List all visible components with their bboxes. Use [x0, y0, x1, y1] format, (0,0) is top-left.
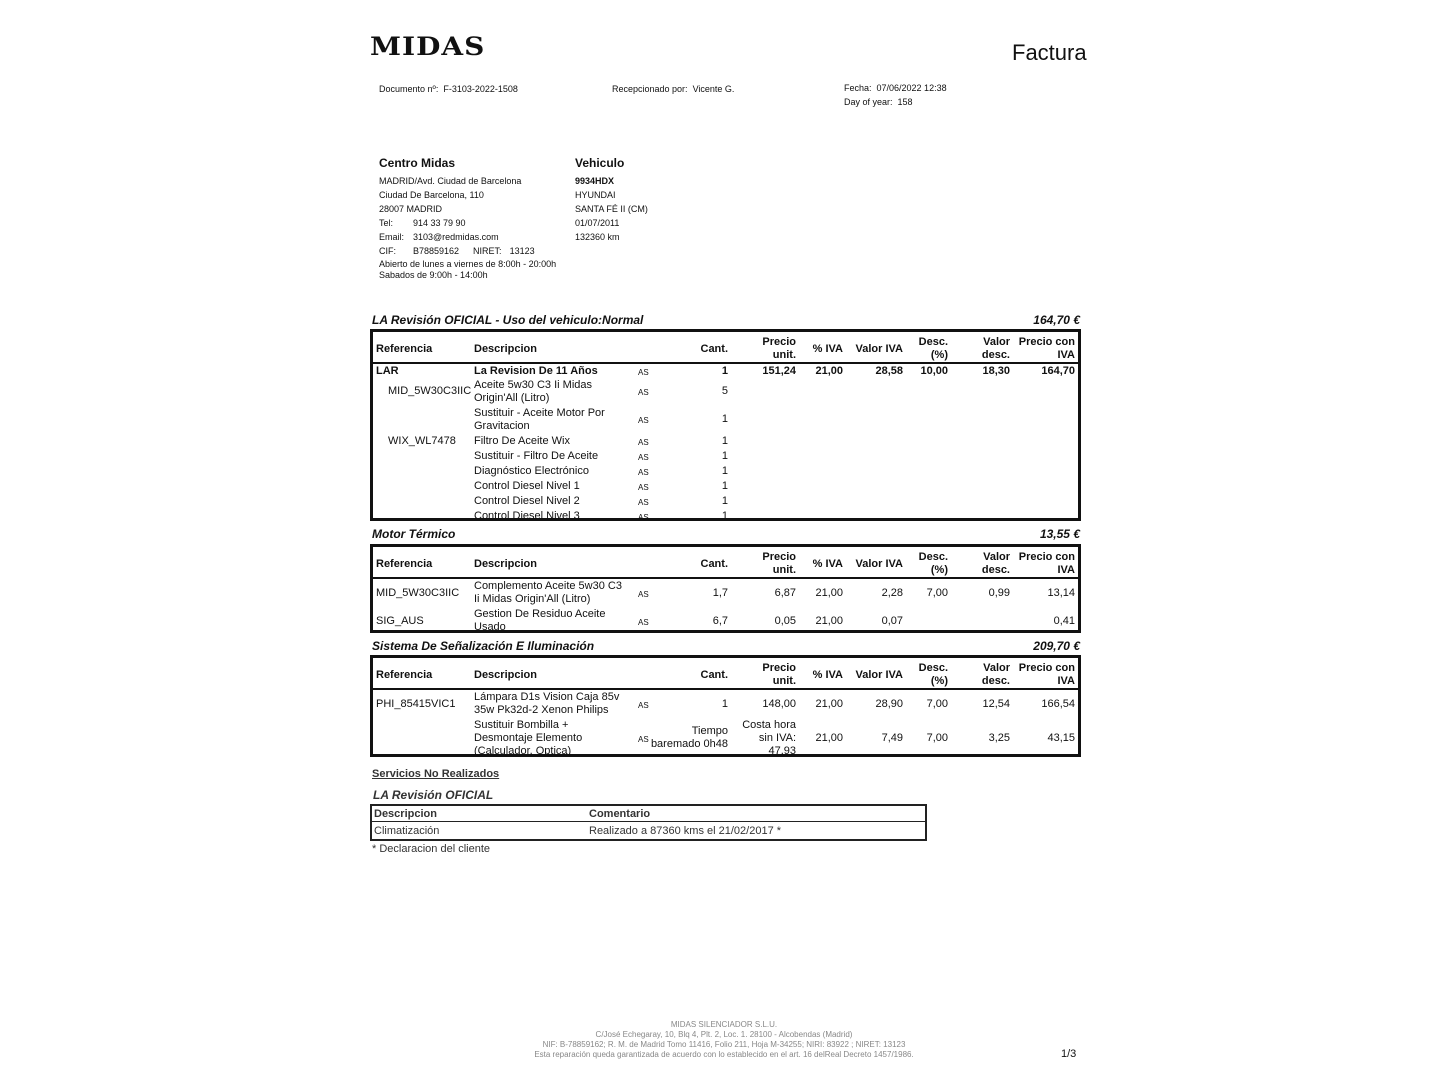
vehiculo-model: SANTA FÉ II (CM): [575, 204, 648, 214]
table-header: Referencia Descripcion Cant. Precio unit. % IVA Valor IVA Desc. (%) Valor desc. Precio con IVA: [373, 658, 1078, 690]
company-footer: MIDAS SILENCIADOR S.L.U. C/José Echegaray, 10, Blq 4, Plt. 2, Loc. 1. 28100 - Alcobendas (Madrid) NIF: B-78859162; R. M. de Madrid Tomo 11416, Folio 211, Hoja M-34255; NIRI: 83922 ; NIRET: 13123 Esta reparación queda garantizada de acuerdo con lo establecido en el art. 16 delReal Decreto 1457/1986.: [534, 1020, 914, 1059]
table-row: WIX_WL7478 Filtro De Aceite Wix AS 1: [388, 435, 728, 447]
table-row: Diagnóstico Electrónico AS 1: [474, 465, 728, 477]
midas-logo: MIDAS: [370, 31, 486, 62]
table-row: Sustituir - Filtro De Aceite AS 1: [474, 450, 728, 462]
table-row: MID_5W30C3IIC Complemento Aceite 5w30 C3 Ii Midas Origin'All (Litro) AS 1,7 6,87 21,00 2,28 7,00 0,99 13,14: [376, 580, 1075, 605]
table-row: Control Diesel Nivel 1 AS 1: [474, 480, 728, 492]
section-revision-header: LA Revisión OFICIAL - Uso del vehiculo:Normal 164,70 €: [372, 313, 1080, 327]
table-motor: [370, 544, 1081, 633]
table-header: Referencia Descripcion Cant. Precio unit. % IVA Valor IVA Desc. (%) Valor desc. Precio con IVA: [373, 332, 1078, 364]
centro-address-1: MADRID/Avd. Ciudad de Barcelona: [379, 176, 522, 186]
table-senalizacion: [370, 655, 1081, 757]
vehiculo-date: 01/07/2011: [575, 218, 620, 228]
table-row: LAR La Revision De 11 Años AS 1 151,24 21,00 28,58 10,00 18,30 164,70: [376, 365, 1075, 377]
table-row: Sustituir - Aceite Motor Por Gravitacion AS 1: [474, 407, 728, 432]
vehiculo-block: [575, 156, 648, 244]
section-motor-header: Motor Térmico 13,55 €: [372, 527, 1080, 541]
servicios-section-title: LA Revisión OFICIAL: [373, 788, 494, 802]
servicios-row-desc: Climatización: [374, 825, 440, 837]
vehiculo-km: 132360 km: [575, 232, 620, 242]
table-body: [373, 364, 1078, 524]
page-number: 1/3: [1061, 1048, 1077, 1060]
table-revision: [370, 329, 1081, 521]
centro-block: [379, 156, 556, 281]
servicios-table: [370, 804, 927, 841]
table-row: Sustituir Bombilla + Desmontaje Elemento (Calculador, Optica) AS Tiempo baremado 0h48 Costa hora sin IVA: 47,93 21,00 7,49 7,00 3,25 43,15: [474, 719, 1075, 757]
centro-hours-1: Abierto de lunes a viernes de 8:00h - 20:00h: [379, 259, 557, 269]
servicios-no-realizados-title: Servicios No Realizados: [372, 768, 500, 780]
vehiculo-brand: HYUNDAI: [575, 190, 616, 200]
centro-address-3: 28007 MADRID: [379, 204, 443, 214]
vehiculo-plate: 9934HDX: [575, 176, 615, 186]
table-body: [373, 690, 1078, 758]
table-row: SIG_AUS Gestion De Residuo Aceite Usado AS 6,7 0,05 21,00 0,07 0,41: [376, 608, 1075, 633]
document-title: Factura: [1012, 40, 1087, 65]
section-senalizacion-header: Sistema De Señalización E Iluminación 209,70 €: [372, 639, 1080, 653]
table-row: Control Diesel Nivel 3 AS 1: [474, 510, 728, 522]
table-header: Referencia Descripcion Cant. Precio unit. % IVA Valor IVA Desc. (%) Valor desc. Precio con IVA: [373, 547, 1078, 579]
vehiculo-title: Vehiculo: [575, 156, 625, 170]
centro-tel: Tel: 914 33 79 90: [379, 218, 466, 228]
fecha: Fecha: 07/06/2022 12:38 Day of year: 158: [844, 83, 947, 107]
centro-hours-2: Sabados de 9:00h - 14:00h: [379, 270, 488, 280]
centro-title: Centro Midas: [379, 156, 456, 170]
table-row: PHI_85415VIC1 Lámpara D1s Vision Caja 85v 35w Pk32d-2 Xenon Philips AS 1 148,00 21,00 28,90 7,00 12,54 166,54: [376, 691, 1075, 716]
table-row: MID_5W30C3IIC Aceite 5w30 C3 Ii Midas Origin'All (Litro) AS 5: [388, 379, 728, 404]
table-row: Control Diesel Nivel 2 AS 1: [474, 495, 728, 507]
documento-number: Documento nº: F-3103-2022-1508: [379, 84, 518, 94]
centro-email: Email: 3103@redmidas.com: [379, 232, 499, 242]
table-body: [373, 579, 1078, 635]
centro-cif: CIF: B78859162 NIRET: 13123: [379, 246, 535, 256]
recepcionado-por: Recepcionado por: Vicente G.: [612, 84, 735, 94]
centro-address-2: Ciudad De Barcelona, 110: [379, 190, 484, 200]
servicios-table-header: Descripcion Comentario: [372, 806, 925, 822]
declaracion-note: * Declaracion del cliente: [372, 843, 491, 855]
servicios-row-comment: Realizado a 87360 kms el 21/02/2017 *: [589, 825, 782, 837]
